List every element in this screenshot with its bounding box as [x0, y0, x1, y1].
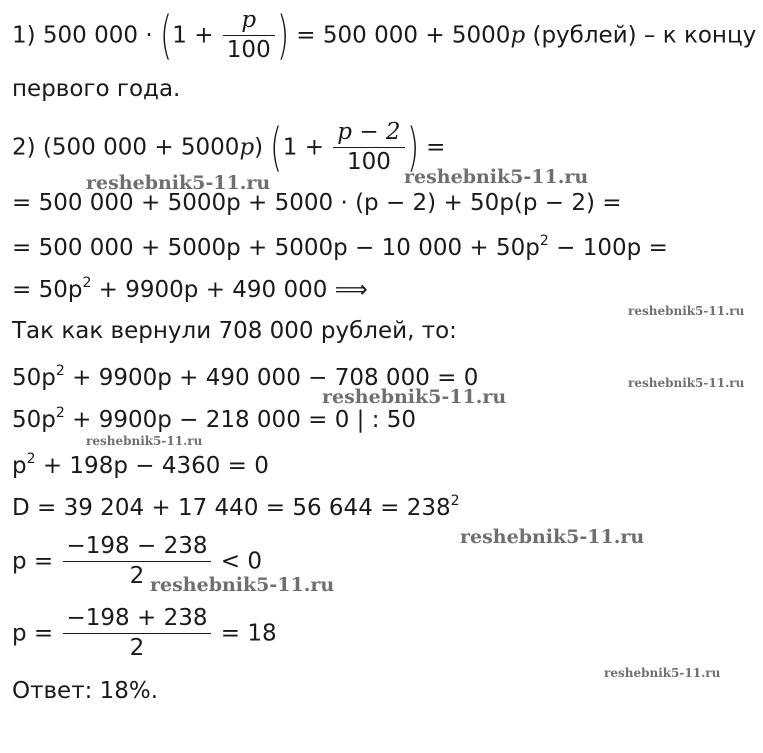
denominator: 2 — [129, 635, 145, 662]
numerator: p — [223, 8, 275, 36]
paren-open: ( — [160, 5, 173, 66]
exponent: 2 — [55, 405, 65, 421]
numerator: −198 + 238 — [63, 606, 212, 634]
line-10 — [12, 494, 460, 520]
watermark: reshebnik5-11.ru — [404, 166, 589, 188]
denominator: 100 — [346, 149, 391, 176]
line-1-continued: первого года. — [12, 76, 181, 102]
line-9 — [12, 452, 269, 478]
watermark: reshebnik5-11.ru — [86, 172, 271, 194]
text: = 18 — [213, 620, 277, 647]
denominator: 2 — [129, 563, 145, 590]
text: = 500 000 + 5000 — [289, 22, 511, 49]
line-4 — [12, 234, 668, 260]
text: = 500 000 + 5000p + 5000p − 10 000 + 50p — [12, 235, 540, 261]
watermark: reshebnik5-11.ru — [628, 376, 745, 390]
text: + 9900p − 218 000 = 0 | : 50 — [64, 407, 417, 433]
line-1 — [12, 5, 757, 66]
numerator: p − 2 — [333, 120, 404, 148]
exponent: 2 — [450, 493, 460, 509]
watermark: reshebnik5-11.ru — [604, 666, 721, 680]
text: + 9900p + 490 000 − 708 000 = 0 — [64, 365, 479, 391]
exponent: 2 — [539, 233, 549, 249]
answer: Ответ: 18%. — [12, 678, 159, 704]
fraction — [333, 120, 404, 176]
watermark: reshebnik5-11.ru — [86, 434, 203, 448]
text: 2) (500 000 + 5000 — [12, 134, 240, 161]
paren-close: ) — [276, 5, 289, 66]
text: 50p — [12, 407, 56, 433]
line-12 — [12, 606, 277, 662]
variable: p — [510, 22, 526, 49]
text: ) — [254, 134, 264, 161]
exponent: 2 — [26, 451, 36, 467]
line-5 — [12, 276, 368, 302]
watermark: reshebnik5-11.ru — [460, 526, 645, 548]
text: p = — [12, 548, 61, 575]
fraction — [63, 606, 212, 662]
text: + 198p − 4360 = 0 — [35, 453, 269, 479]
text: p — [12, 453, 27, 479]
variable: p — [239, 134, 255, 161]
text: − 100p = — [548, 235, 668, 261]
text: D = 39 204 + 17 440 = 56 644 = 238 — [12, 495, 451, 521]
text: p = — [12, 620, 61, 647]
exponent: 2 — [55, 363, 65, 379]
line-6: Так как вернули 708 000 рублей, то: — [12, 318, 457, 344]
text: = — [418, 134, 446, 161]
text: 1 + — [282, 134, 332, 161]
denominator: 100 — [226, 37, 271, 64]
text: = 50p — [12, 277, 83, 303]
watermark: reshebnik5-11.ru — [322, 386, 507, 408]
line-3: = 500 000 + 5000p + 5000 · (p − 2) + 50p(p − 2) = — [12, 190, 622, 216]
paren-close: ) — [406, 117, 419, 178]
line-2 — [12, 117, 446, 178]
text: 50p — [12, 365, 56, 391]
numerator: −198 − 238 — [63, 534, 212, 562]
watermark: reshebnik5-11.ru — [628, 304, 745, 318]
fraction — [223, 8, 275, 64]
paren-open: ( — [270, 117, 283, 178]
text: (рублей) – к концу — [525, 22, 757, 49]
text: + 9900p + 490 000 ⟹ — [91, 277, 368, 303]
watermark: reshebnik5-11.ru — [150, 574, 335, 596]
text: 1) 500 000 · — [12, 22, 160, 49]
line-8 — [12, 406, 416, 432]
exponent: 2 — [82, 275, 92, 291]
text: 1 + — [172, 22, 221, 49]
text: < 0 — [213, 548, 262, 575]
